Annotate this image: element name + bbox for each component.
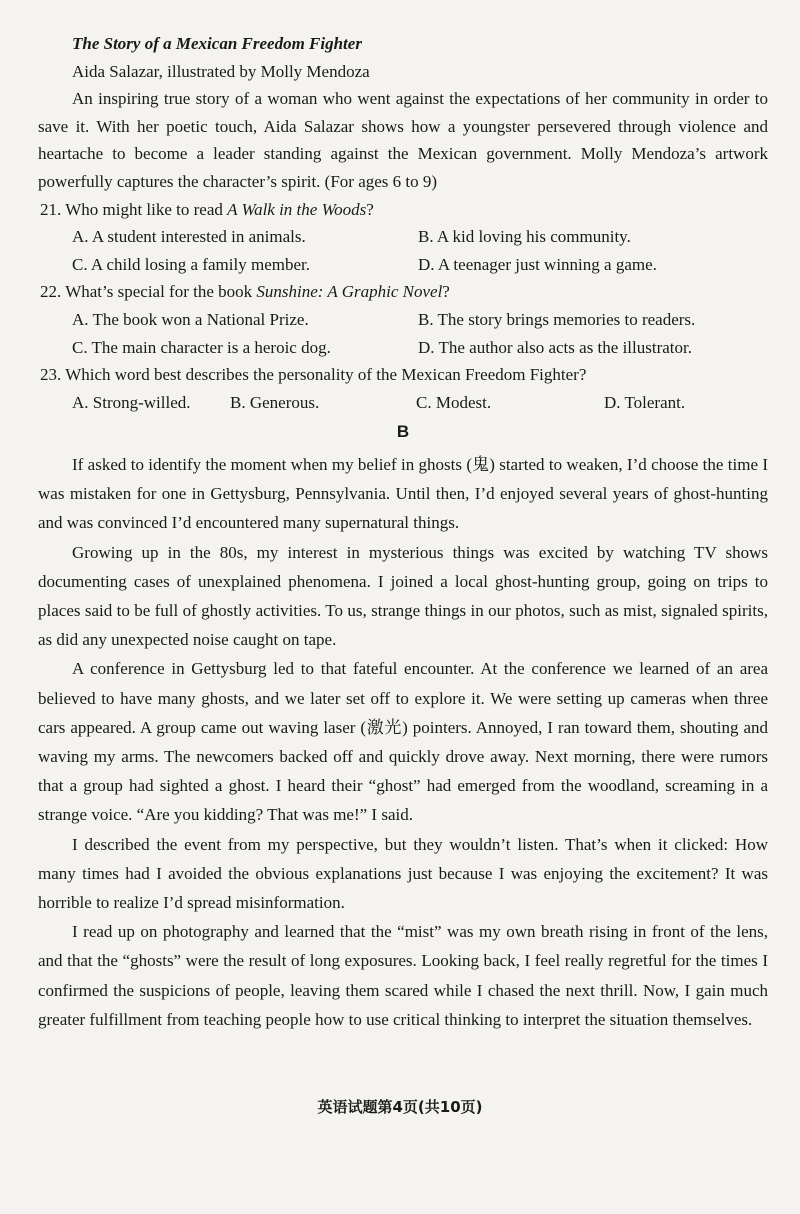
stem-text: What’s special for the book	[65, 282, 257, 302]
exam-page	[38, 30, 768, 1034]
option-a[interactable]: A. A student interested in animals.	[72, 227, 306, 247]
author-line: Aida Salazar, illustrated by Molly Mendoza	[72, 61, 370, 81]
option-b[interactable]: B. Generous.	[230, 392, 320, 412]
page-footer: 英语试题第4页(共10页)	[317, 1098, 483, 1116]
option-c[interactable]: C. Modest.	[416, 392, 492, 412]
option-grid	[38, 306, 768, 361]
question-23	[38, 361, 768, 416]
stem-book-title: A Walk in the Woods	[227, 199, 367, 219]
stem-end: ?	[442, 282, 450, 302]
question-stem	[38, 278, 768, 306]
question-21	[38, 196, 768, 279]
paragraph: I described the event from my perspective, but they wouldn’t listen. That’s when it clicked: How many times had I avoided the obvious explanations just because I was enjoying the excitement? It was horrible to realize I’d spread misinformation.	[38, 834, 768, 912]
question-number: 21.	[40, 199, 62, 219]
option-d[interactable]: D. The author also acts as the illustrator.	[418, 337, 692, 357]
paragraph: If asked to identify the moment when my belief in ghosts (鬼) started to weaken, I’d choose the time I was mistaken for one in Gettysburg, Pennsylvania. Until then, I’d enjoyed several years of ghost-hunting and was convinced I’d encountered many supernatural things.	[38, 454, 768, 533]
option-b[interactable]: B. A kid loving his community.	[418, 227, 631, 247]
question-22	[38, 278, 768, 361]
option-a[interactable]: A. Strong-willed.	[72, 392, 191, 412]
section-label: B	[396, 422, 410, 442]
book-title: The Story of a Mexican Freedom Fighter	[72, 34, 362, 53]
stem-text: Which word best describes the personality of the Mexican Freedom Fighter?	[65, 365, 587, 385]
paragraph: I read up on photography and learned that the “mist” was my own breath rising in front of the lens, and that the “ghosts” were the result of long exposures. Looking back, I feel really regretful for the times I confirmed the suspicions of people, leaving them scared while I chased the next thrill. Now, I gain much greater fulfillment from teaching people how to use critical thinking to interpret the situation themselves.	[38, 922, 768, 1029]
stem-end: ?	[366, 199, 374, 219]
option-b[interactable]: B. The story brings memories to readers.	[418, 309, 696, 329]
question-number: 23.	[40, 365, 62, 385]
stem-text: Who might like to read	[65, 199, 228, 219]
book-description: An inspiring true story of a woman who went against the expectations of her community in order to save it. With her poetic touch, Aida Salazar shows how a youngster persevered through violence and heartache to become a leader standing against the Mexican government. Molly Mendoza’s artwork powerfully captures the character’s spirit. (For ages 6 to 9)	[38, 89, 768, 191]
option-row	[38, 389, 768, 417]
option-a[interactable]: A. The book won a National Prize.	[72, 309, 309, 329]
paragraph: Growing up in the 80s, my interest in mysterious things was excited by watching TV shows documenting cases of unexplained phenomena. I joined a local ghost-hunting group, going on trips to places said to be full of ghostly activities. To us, strange things in our photos, such as mist, signaled spirits, as did any unexpected noise caught on tape.	[38, 542, 768, 650]
option-d[interactable]: D. Tolerant.	[604, 392, 686, 412]
option-d[interactable]: D. A teenager just winning a game.	[418, 254, 657, 274]
question-number: 22.	[40, 282, 62, 302]
stem-book-title: Sunshine: A Graphic Novel	[256, 282, 443, 302]
option-c[interactable]: C. A child losing a family member.	[72, 254, 310, 274]
question-stem	[38, 361, 768, 389]
option-grid	[38, 223, 768, 278]
question-stem	[38, 196, 768, 224]
book-entry	[38, 30, 768, 196]
option-c[interactable]: C. The main character is a heroic dog.	[72, 337, 331, 357]
passage-b	[38, 450, 768, 1034]
paragraph: A conference in Gettysburg led to that fateful encounter. At the conference we learned of an area believed to have many ghosts, and we later set off to explore it. We were setting up cameras when three cars appeared. A group came out waving laser (激光) pointers. Annoyed, I ran toward them, shouting and waving my arms. The newcomers backed off and quickly drove away. Next morning, there were rumors that a group had sighted a ghost. I heard their “ghost” had emerged from the woodland, screaming in a strange voice. “Are you kidding? That was me!” I said.	[38, 659, 768, 825]
